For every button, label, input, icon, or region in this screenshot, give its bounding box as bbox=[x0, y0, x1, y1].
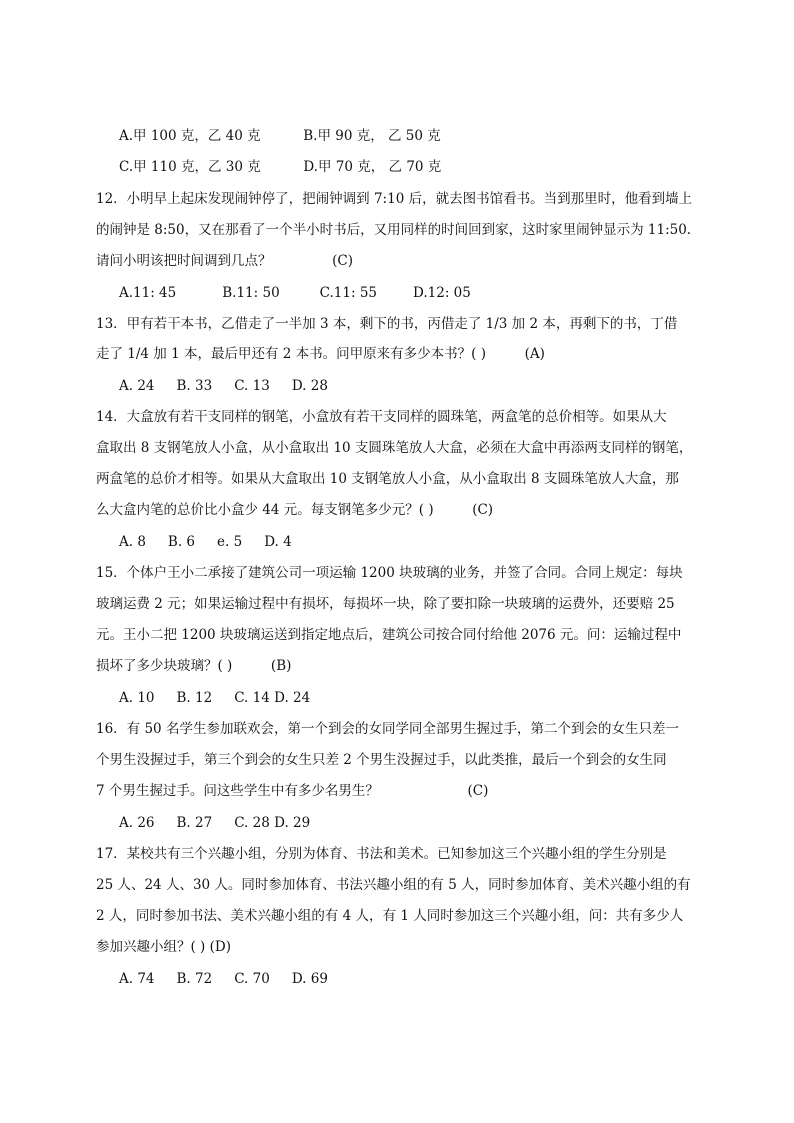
q14-text-line-3: 两盒笔的总价才相等。如果从大盒取出 10 支钢笔放人小盒，从小盒取出 8 支圆珠笔放人大盒，那 bbox=[96, 471, 679, 487]
q12-question-end: 请问小明该把时间调到几点？ bbox=[96, 253, 272, 269]
q11-option-b: B.甲 90 克， 乙 50 克 bbox=[303, 128, 441, 144]
q12-text-line-1: 12．小明早上起床发现闹钟停了，把闹钟调到 7:10 后，就去图书馆看书。当到那里时，他看到墙上 bbox=[96, 191, 693, 207]
q14-option-a: A. 8 bbox=[119, 534, 146, 550]
q12-options bbox=[119, 283, 471, 303]
q12-option-a: A.11: 45 bbox=[119, 285, 177, 301]
q15-option-a: A. 10 bbox=[119, 690, 155, 706]
q12-option-c: C.11: 55 bbox=[319, 285, 378, 301]
q14-option-d: D. 4 bbox=[264, 534, 292, 550]
q16-option-b: B. 27 bbox=[176, 815, 213, 831]
q12-text-line-2: 的闹钟是 8:50，又在那看了一个半小时书后，又用同样的时间回到家，这时家里闹钟显示为 11:50. bbox=[96, 222, 692, 238]
q14-answer: (C) bbox=[472, 502, 494, 518]
q14-question-end: 么大盒内笔的总价比小盒少 44 元。每支钢笔多少元？( ) bbox=[96, 502, 434, 518]
q14-text-line-4 bbox=[96, 500, 493, 520]
q16-option-a: A. 26 bbox=[119, 815, 155, 831]
q16-text-line-3 bbox=[96, 781, 488, 801]
q13-answer: (A) bbox=[524, 346, 545, 362]
q13-option-c: C. 13 bbox=[234, 378, 270, 394]
q11-options-row-1 bbox=[119, 126, 441, 146]
q13-option-b: B. 33 bbox=[176, 378, 213, 394]
q14-option-b: B. 6 bbox=[167, 534, 196, 550]
q17-option-a: A. 74 bbox=[119, 971, 155, 987]
q16-text-line-2: 个男生没握过手，第三个到会的女生只差 2 个男生没握过手，以此类推，最后一个到会的女生同 bbox=[96, 752, 667, 768]
q15-text-line-2: 玻璃运费 2 元；如果运输过程中有损坏，每损坏一块，除了要扣除一块玻璃的运费外，还要赔 25 bbox=[96, 596, 675, 612]
q17-text-line-2: 25 人、24 人、30 人。同时参加体育、书法兴趣小组的有 5 人，同时参加体育、美术兴趣小组的有 bbox=[96, 877, 691, 893]
q16-question-end: 7 个男生握过手。问这些学生中有多少名男生？ bbox=[96, 783, 379, 799]
q11-option-a: A.甲 100 克，乙 40 克 bbox=[119, 128, 261, 144]
q11-option-d: D.甲 70 克， 乙 70 克 bbox=[303, 159, 442, 175]
q16-text-line-1: 16．有 50 名学生参加联欢会，第一个到会的女同学同全部男生握过手，第二个到会的女生只差一 bbox=[96, 721, 679, 737]
q15-text-line-3: 元。王小二把 1200 块玻璃运送到指定地点后，建筑公司按合同付给他 2076 元。问：运输过程中 bbox=[96, 627, 682, 643]
q15-answer: (B) bbox=[270, 658, 292, 674]
q15-text-line-4 bbox=[96, 656, 291, 676]
q12-text-line-3 bbox=[96, 251, 353, 271]
q13-option-d: D. 28 bbox=[291, 378, 328, 394]
q17-text-line-3: 2 人，同时参加书法、美术兴趣小组的有 4 人，有 1 人同时参加这三个兴趣小组，问：共有多少人 bbox=[96, 908, 684, 924]
q13-text-line-2 bbox=[96, 344, 545, 364]
q17-option-d: D. 69 bbox=[291, 971, 328, 987]
q16-options bbox=[119, 813, 310, 833]
q12-option-d: D.12: 05 bbox=[413, 285, 471, 301]
q17-text-line-4: 参加兴趣小组？( ) (D) bbox=[96, 939, 231, 955]
q17-text-line-1: 17．某校共有三个兴趣小组，分别为体育、书法和美术。已知参加这三个兴趣小组的学生分别是 bbox=[96, 846, 667, 862]
q15-question-end: 损坏了多少块玻璃？( ) bbox=[96, 658, 233, 674]
q16-answer: (C) bbox=[467, 783, 489, 799]
q17-options bbox=[119, 969, 328, 989]
q14-text-line-2: 盒取出 8 支钢笔放人小盒，从小盒取出 10 支圆珠笔放人大盒，必须在大盒中再添两支同样的钢笔， bbox=[96, 440, 693, 456]
q13-options bbox=[119, 376, 328, 396]
q16-option-c-d: C. 28 D. 29 bbox=[234, 815, 311, 831]
q12-option-b: B.11: 50 bbox=[222, 285, 280, 301]
q15-option-c-d: C. 14 D. 24 bbox=[234, 690, 311, 706]
q11-options-row-2 bbox=[119, 157, 441, 177]
q11-option-c: C.甲 110 克，乙 30 克 bbox=[119, 159, 261, 175]
q14-option-c: e. 5 bbox=[217, 534, 243, 550]
q17-option-b: B. 72 bbox=[176, 971, 213, 987]
q12-answer: (C) bbox=[332, 253, 353, 269]
q13-text-line-1: 13．甲有若干本书，乙借走了一半加 3 本，剩下的书，丙借走了 1/3 加 2 本，再剩下的书，丁借 bbox=[96, 316, 678, 332]
q15-option-b: B. 12 bbox=[176, 690, 213, 706]
q15-options bbox=[119, 688, 310, 708]
q14-options bbox=[119, 532, 292, 552]
q17-option-c: C. 70 bbox=[234, 971, 270, 987]
q14-text-line-1: 14．大盒放有若干支同样的钢笔，小盒放有若干支同样的圆珠笔，两盒笔的总价相等。如果从大 bbox=[96, 409, 667, 425]
q13-option-a: A. 24 bbox=[119, 378, 155, 394]
q15-text-line-1: 15．个体户王小二承接了建筑公司一项运输 1200 块玻璃的业务，并签了合同。合同上规定：每块 bbox=[96, 565, 683, 581]
q13-question-end: 走了 1/4 加 1 本，最后甲还有 2 本书。问甲原来有多少本书？( ) bbox=[96, 346, 486, 362]
